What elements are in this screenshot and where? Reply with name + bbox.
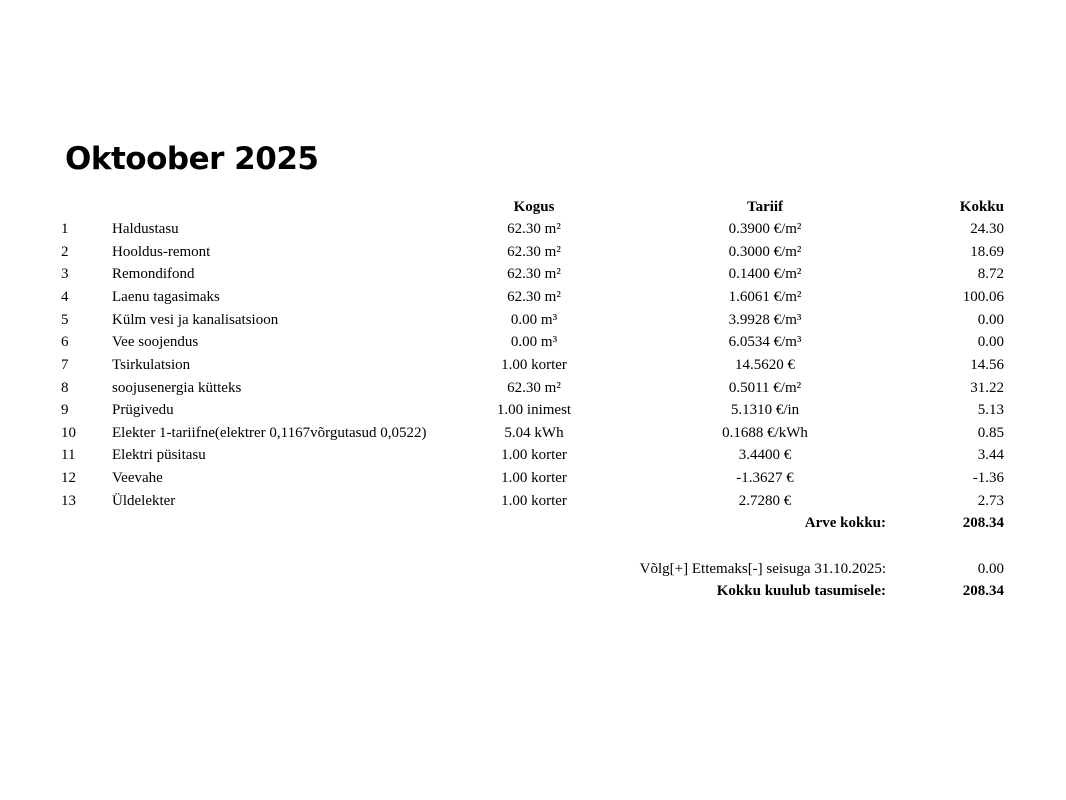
row-quantity: 1.00 korter: [501, 447, 567, 463]
row-tariff: 0.3000 €/m²: [728, 244, 802, 260]
row-number: 3: [61, 266, 69, 282]
row-total: 0.00: [977, 334, 1004, 350]
table-row: [0, 218, 1066, 240]
row-quantity: 1.00 korter: [501, 470, 567, 486]
row-tariff: 0.5011 €/m²: [728, 380, 802, 396]
balance-label: Võlg[+] Ettemaks[-] seisuga 31.10.2025:: [639, 561, 886, 577]
table-row: [0, 263, 1066, 285]
row-total: 24.30: [970, 221, 1004, 237]
row-total: 31.22: [970, 380, 1004, 396]
payable-label: Kokku kuulub tasumisele:: [716, 583, 886, 599]
row-service-name: Elektri püsitasu: [112, 447, 206, 463]
table-row: [0, 444, 1066, 466]
row-quantity: 1.00 inimest: [496, 402, 572, 418]
balance-value: 0.00: [977, 561, 1004, 577]
row-quantity: 0.00 m³: [510, 334, 558, 350]
row-tariff: 5.1310 €/in: [730, 402, 800, 418]
row-total: -1.36: [972, 470, 1004, 486]
table-row: [0, 354, 1066, 376]
row-number: 1: [61, 221, 69, 237]
row-tariff: 3.9928 €/m³: [728, 312, 802, 328]
page-title: Oktoober 2025: [65, 141, 319, 177]
column-header-quantity: Kogus: [513, 199, 555, 215]
row-quantity: 1.00 korter: [501, 493, 567, 509]
row-number: 4: [61, 289, 69, 305]
row-number: 2: [61, 244, 69, 260]
table-header-row: [0, 196, 1066, 218]
row-number: 12: [61, 470, 76, 486]
row-number: 10: [61, 425, 76, 441]
row-tariff: 2.7280 €: [738, 493, 792, 509]
table-row: [0, 377, 1066, 399]
row-number: 6: [61, 334, 69, 350]
table-row: [0, 490, 1066, 512]
row-service-name: Haldustasu: [112, 221, 179, 237]
row-service-name: Laenu tagasimaks: [112, 289, 220, 305]
row-total: 3.44: [977, 447, 1004, 463]
row-quantity: 62.30 m²: [507, 380, 561, 396]
table-row: [0, 331, 1066, 353]
row-service-name: Külm vesi ja kanalisatsioon: [112, 312, 279, 328]
row-total: 0.85: [977, 425, 1004, 441]
invoice-total-label: Arve kokku:: [804, 515, 886, 531]
row-number: 9: [61, 402, 69, 418]
table-row: [0, 286, 1066, 308]
invoice-total-value: 208.34: [962, 515, 1004, 531]
row-quantity: 62.30 m²: [507, 244, 561, 260]
table-row: [0, 467, 1066, 489]
row-quantity: 5.04 kWh: [504, 425, 564, 441]
invoice-total-row: [0, 512, 1066, 534]
payable-value: 208.34: [962, 583, 1004, 599]
row-service-name: Vee soojendus: [112, 334, 199, 350]
table-row: [0, 399, 1066, 421]
table-row: [0, 309, 1066, 331]
row-total: 14.56: [970, 357, 1004, 373]
row-service-name: Prügivedu: [112, 402, 174, 418]
row-tariff: 14.5620 €: [735, 357, 795, 373]
row-service-name: soojusenergia kütteks: [112, 380, 242, 396]
row-quantity: 62.30 m²: [507, 221, 561, 237]
row-tariff: 6.0534 €/m³: [728, 334, 802, 350]
row-total: 0.00: [977, 312, 1004, 328]
table-row: [0, 422, 1066, 444]
row-number: 13: [61, 493, 76, 509]
row-total: 100.06: [962, 289, 1004, 305]
row-service-name: Hooldus-remont: [112, 244, 211, 260]
row-tariff: 0.1688 €/kWh: [722, 425, 808, 441]
row-total: 18.69: [970, 244, 1004, 260]
row-total: 8.72: [977, 266, 1004, 282]
row-service-name: Tsirkulatsion: [112, 357, 191, 373]
row-number: 11: [61, 447, 76, 463]
row-tariff: 1.6061 €/m²: [728, 289, 802, 305]
row-number: 7: [61, 357, 69, 373]
row-service-name: Veevahe: [112, 470, 163, 486]
row-total: 5.13: [977, 402, 1004, 418]
row-tariff: 0.1400 €/m²: [728, 266, 802, 282]
column-header-tariff: Tariif: [746, 199, 784, 215]
row-quantity: 0.00 m³: [510, 312, 558, 328]
row-tariff: 3.4400 €: [738, 447, 792, 463]
row-total: 2.73: [977, 493, 1004, 509]
payable-row: [0, 580, 1066, 602]
row-service-name: Remondifond: [112, 266, 195, 282]
row-number: 5: [61, 312, 69, 328]
balance-row: [0, 558, 1066, 580]
row-service-name: Üldelekter: [112, 493, 176, 509]
column-header-total: Kokku: [959, 199, 1004, 215]
row-tariff: -1.3627 €: [736, 470, 794, 486]
row-quantity: 62.30 m²: [507, 289, 561, 305]
row-tariff: 0.3900 €/m²: [728, 221, 802, 237]
row-quantity: 62.30 m²: [507, 266, 561, 282]
row-quantity: 1.00 korter: [501, 357, 567, 373]
row-number: 8: [61, 380, 69, 396]
row-service-name: Elekter 1-tariifne(elektrer 0,1167võrgutasud 0,0522): [112, 425, 427, 441]
table-row: [0, 241, 1066, 263]
